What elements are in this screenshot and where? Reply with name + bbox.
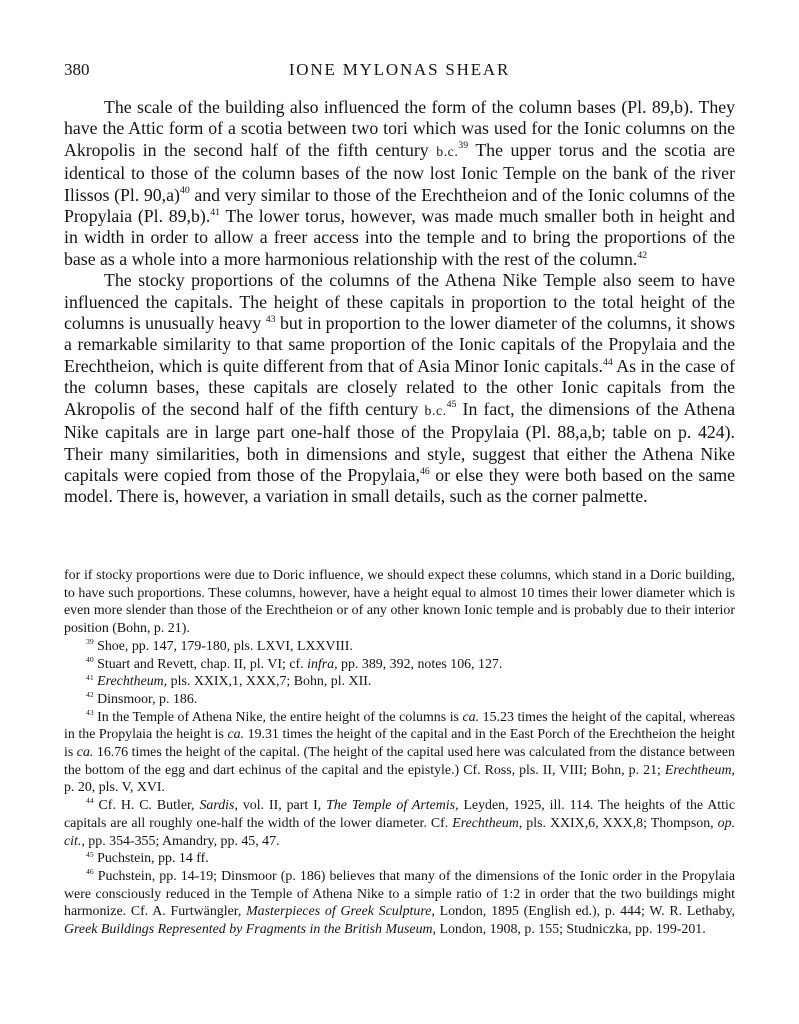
footnote-46: $^{46}$ Puchstein, pp. 14-19; Dinsmoor (p. 186) believes that many of the dimensions of the Ionic order in the Propylaia were consciously reduced in the Temple of Athena Nike to a simple ratio of 1:2 in order that the two buildings might harmonize. Cf. A. Furtwängler, Masterpieces of Greek Sculpture, London, 1895 (English ed.), p. 444; W. R. Lethaby, Greek Buildings Represented by Fragments in the British Museum, London, 1908, p. 155; Studniczka, pp. 199-201.	[64, 867, 735, 938]
footnote-39: $^{39}$ Shoe, pp. 147, 179-180, pls. LXVI, LXXVIII.	[86, 637, 353, 654]
main-text	[64, 97, 735, 508]
footnote-ref-39: 39	[458, 140, 469, 152]
footnote-45: $^{45}$ Puchstein, pp. 14 ff.	[86, 849, 209, 867]
footnote-42: $^{42}$ Dinsmoor, p. 186.	[86, 690, 198, 707]
footnote-ref-44: 44	[602, 356, 613, 368]
footnotes	[64, 567, 735, 939]
footnote-44: $^{44}$ Cf. H. C. Butler, Sardis, vol. II, part I, The Temple of Artemis, Leyden, 1925, ill. 114. The heights of the Attic capitals are all roughly one-half the width of the lower diameter. Cf. Erechtheum, pls. XXIX,6, XXX,8; Thompson, op. cit., pp. 354-355; Amandry, pp. 45, 47.	[64, 796, 735, 849]
footnote-ref-42: 42	[637, 249, 648, 261]
paragraph-capitals: The stocky proportions of the columns of the Athena Nike Temple also seem to have influenced the capitals. The height of these capitals in proportion to the total height of the columns is unusually heavy $^{43}$ but in proportion to the lower diameter of the columns, it shows a remarkable similarity to that same proportion of the Ionic capitals of the Propylaia and the Erechtheion, which is quite different from that of Asia Minor Ionic capitals.$^{44}$ As in the case of the column bases, these capitals are closely related to the other Ionic capitals from the Akropolis of the second half of the fifth century b.c.$^{45}$ In fact, the dimensions of the Athena Nike capitals are in large part one-half those of the Propylaia (Pl. 88,a,b; table on p. 424). Their many similarities, both in dimensions and style, suggest that either the Athena Nike capitals were copied from those of the Propylaia,$^{46}$ or else they were both based on the same model. There is, however, a variation in small details, such as the corner palmette.	[64, 270, 736, 507]
footnote-continuation: for if stocky proportions were due to Doric influence, we should expect these columns, which stand in a Doric building, to have such proportions. These columns, however, have a height equal to almost 10 times their lower diameter which is even more slender than those of the Erechtheion or of any other known Ionic temple and is probably due to their interior position (Bohn, p. 21).	[64, 568, 735, 637]
page-number: 380	[64, 60, 90, 79]
footnote-ref-40: 40	[179, 185, 190, 197]
paragraph-column-bases: The scale of the building also influenced the form of the column bases (Pl. 89,b). They have the Attic form of a scotia between two tori which was used for the Ionic columns on the Akropolis in the second half of the fifth century b.c.$^{39}$ The upper torus and the scotia are identical to those of the column bases of the now lost Ionic Temple on the bank of the river Ilissos (Pl. 90,a)$^{40}$ and very similar to those of the Erechtheion and of the Ionic columns of the Propylaia (Pl. 89,b).$^{41}$ The lower torus, however, was made much smaller both in height and in width in order to allow a freer access into the temple and to bring the proportions of the base as a whole into a more harmonious relationship with the rest of the column.$^{42}$	[64, 97, 736, 269]
footnote-43: $^{43}$ In the Temple of Athena Nike, the entire height of the columns is ca. 15.23 times the height of the capital, whereas in the Propylaia the height is ca. 19.31 times the height of the capital and in the East Porch of the Erechtheion the height is ca. 16.76 times the height of the capital. (The height of the capital used here was calculated from the distance between the bottom of the egg and dart echinus of the capital and the epistyle.) Cf. Ross, pls. II, VIII; Bohn, p. 21; Erechtheum, p. 20, pls. V, XVI.	[64, 707, 735, 796]
page-header	[64, 60, 735, 84]
footnote-ref-43: 43	[265, 313, 276, 325]
footnote-ref-41: 41	[210, 206, 221, 218]
footnote-ref-45: 45	[446, 399, 457, 411]
footnote-41: $^{41}$ Erechtheum, pls. XXIX,1, XXX,7; Bohn, pl. XII.	[86, 672, 372, 690]
running-head: IONE MYLONAS SHEAR	[288, 60, 511, 79]
footnote-ref-46: 46	[419, 465, 430, 477]
footnote-40: $^{40}$ Stuart and Revett, chap. II, pl. VI; cf. infra, pp. 389, 392, notes 106, 127.	[86, 654, 503, 672]
